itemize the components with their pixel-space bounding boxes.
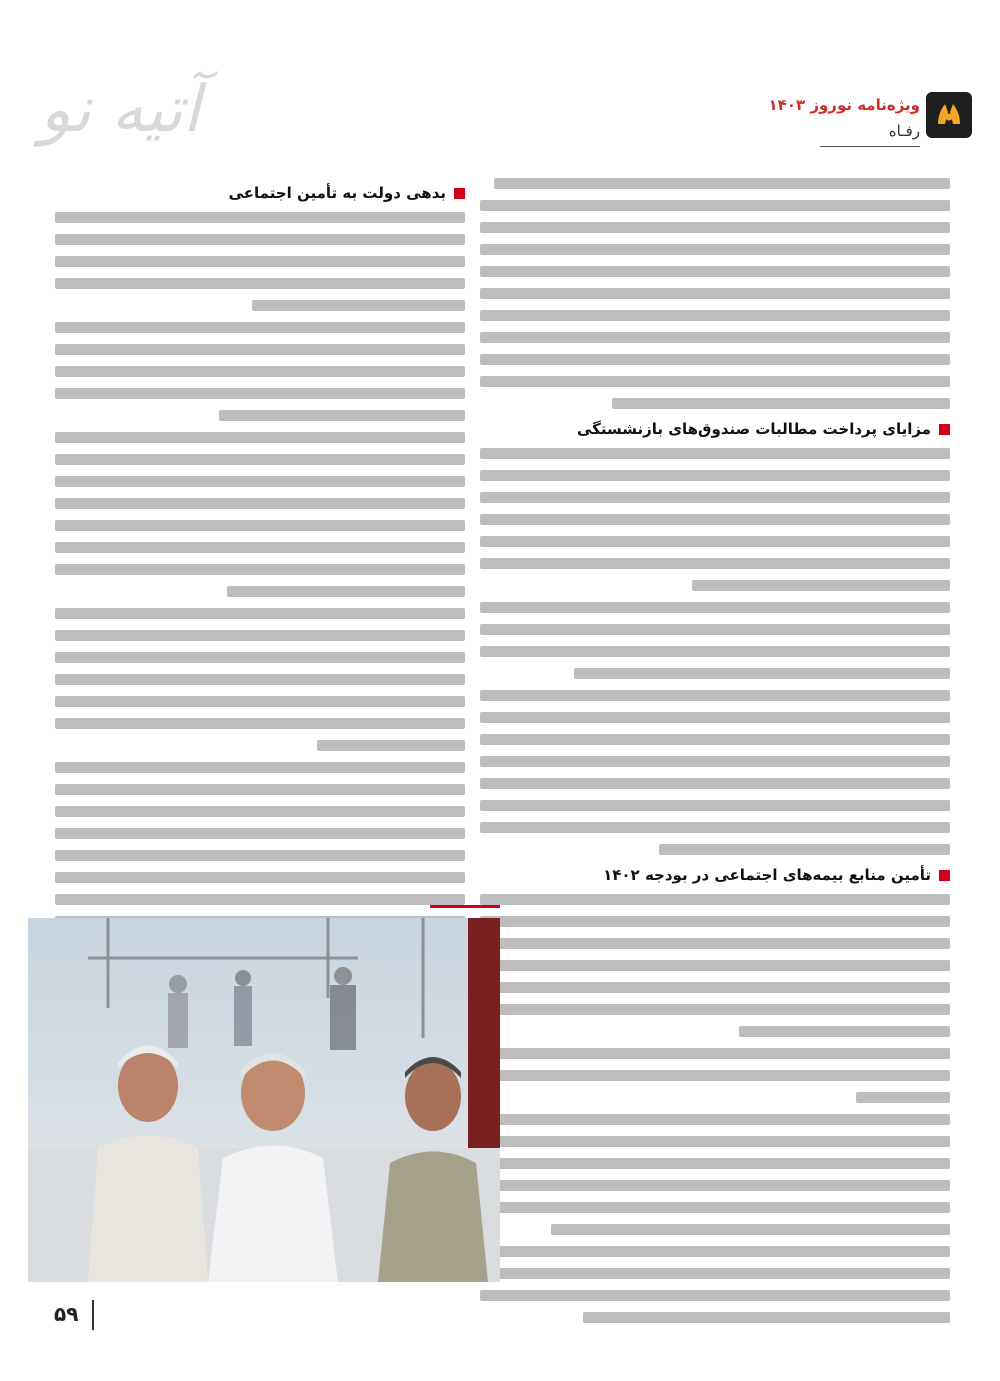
heading-bullet-icon	[939, 424, 950, 435]
text-line-placeholder	[583, 1312, 950, 1323]
text-line-placeholder	[480, 602, 950, 613]
article-column-right	[480, 178, 950, 1334]
text-line-placeholder	[55, 872, 465, 883]
text-line-placeholder	[55, 454, 465, 465]
heading-bullet-icon	[939, 870, 950, 881]
text-line-placeholder	[480, 244, 950, 255]
text-line-placeholder	[480, 916, 950, 927]
text-line-placeholder	[317, 740, 465, 751]
text-line-placeholder	[55, 520, 465, 531]
text-line-placeholder	[856, 1092, 950, 1103]
text-line-placeholder	[480, 470, 950, 481]
section-heading-text: مزایای پرداخت مطالبات صندوق‌های بازنشستگی	[576, 420, 931, 438]
text-line-placeholder	[739, 1026, 951, 1037]
text-line-placeholder	[480, 734, 950, 745]
paragraph	[480, 602, 950, 679]
text-line-placeholder	[55, 234, 465, 245]
text-line-placeholder	[480, 800, 950, 811]
text-line-placeholder	[55, 674, 465, 685]
paragraph	[55, 608, 465, 751]
paragraph	[480, 1246, 950, 1323]
text-line-placeholder	[55, 388, 465, 399]
text-line-placeholder	[252, 300, 465, 311]
text-line-placeholder	[480, 712, 950, 723]
text-line-placeholder	[480, 492, 950, 503]
text-line-placeholder	[219, 410, 465, 421]
text-line-placeholder	[480, 332, 950, 343]
text-line-placeholder	[55, 784, 465, 795]
text-line-placeholder	[480, 778, 950, 789]
text-line-placeholder	[480, 1268, 950, 1279]
text-line-placeholder	[55, 828, 465, 839]
section-heading	[55, 184, 465, 202]
text-line-placeholder	[480, 1246, 950, 1257]
text-line-placeholder	[480, 376, 950, 387]
photo-accent-bar	[430, 905, 500, 908]
text-line-placeholder	[480, 1202, 950, 1213]
text-line-placeholder	[480, 938, 950, 949]
text-line-placeholder	[480, 514, 950, 525]
text-line-placeholder	[55, 806, 465, 817]
text-line-placeholder	[692, 580, 951, 591]
page-number: ۵۹	[54, 1302, 79, 1326]
hands-icon	[932, 98, 966, 132]
text-line-placeholder	[55, 630, 465, 641]
paragraph	[480, 1048, 950, 1103]
text-line-placeholder	[494, 178, 950, 189]
text-line-placeholder	[55, 894, 465, 905]
text-line-placeholder	[480, 266, 950, 277]
text-line-placeholder	[480, 624, 950, 635]
magazine-brand-title: آتیه نو	[40, 73, 201, 147]
text-line-placeholder	[55, 476, 465, 487]
text-line-placeholder	[55, 652, 465, 663]
text-line-placeholder	[55, 212, 465, 223]
text-line-placeholder	[480, 982, 950, 993]
page-header	[0, 0, 1000, 160]
page-number-rule	[92, 1300, 94, 1330]
text-line-placeholder	[55, 256, 465, 267]
elderly-men-photo	[28, 918, 500, 1282]
text-line-placeholder	[480, 222, 950, 233]
text-line-placeholder	[480, 960, 950, 971]
paragraph	[480, 894, 950, 1037]
text-line-placeholder	[227, 586, 465, 597]
text-line-placeholder	[574, 668, 950, 679]
text-line-placeholder	[480, 756, 950, 767]
text-line-placeholder	[480, 646, 950, 657]
text-line-placeholder	[55, 278, 465, 289]
text-line-placeholder	[480, 536, 950, 547]
text-line-placeholder	[480, 448, 950, 459]
paragraph	[55, 322, 465, 421]
paragraph	[55, 212, 465, 311]
paragraph	[480, 1114, 950, 1235]
text-line-placeholder	[55, 344, 465, 355]
text-line-placeholder	[480, 1158, 950, 1169]
section-heading-text: بدهی دولت به تأمین اجتماعی	[228, 184, 446, 202]
text-line-placeholder	[480, 1070, 950, 1081]
paragraph	[480, 448, 950, 591]
text-line-placeholder	[55, 498, 465, 509]
text-line-placeholder	[612, 398, 950, 409]
text-line-placeholder	[55, 366, 465, 377]
section-heading-text: تأمین منابع بیمه‌های اجتماعی در بودجه ۱۴۰۲	[603, 866, 931, 884]
text-line-placeholder	[55, 432, 465, 443]
paragraph	[55, 432, 465, 597]
text-line-placeholder	[480, 690, 950, 701]
section-divider	[820, 146, 920, 147]
text-line-placeholder	[480, 558, 950, 569]
text-line-placeholder	[480, 1048, 950, 1059]
text-line-placeholder	[55, 718, 465, 729]
issue-label: ویژه‌نامه نوروز ۱۴۰۳	[768, 96, 920, 114]
paragraph	[480, 178, 950, 409]
heading-bullet-icon	[454, 188, 465, 199]
section-heading	[480, 866, 950, 884]
text-line-placeholder	[55, 762, 465, 773]
section-heading	[480, 420, 950, 438]
text-line-placeholder	[480, 822, 950, 833]
text-line-placeholder	[55, 542, 465, 553]
text-line-placeholder	[55, 322, 465, 333]
text-line-placeholder	[480, 1180, 950, 1191]
text-line-placeholder	[55, 564, 465, 575]
text-line-placeholder	[480, 894, 950, 905]
text-line-placeholder	[480, 310, 950, 321]
text-line-placeholder	[55, 608, 465, 619]
text-line-placeholder	[480, 354, 950, 365]
text-line-placeholder	[55, 696, 465, 707]
text-line-placeholder	[480, 1114, 950, 1125]
text-line-placeholder	[55, 850, 465, 861]
section-label: رفـاه	[888, 122, 920, 140]
text-line-placeholder	[480, 288, 950, 299]
text-line-placeholder	[480, 1004, 950, 1015]
article-photo	[28, 918, 500, 1282]
text-line-placeholder	[659, 844, 950, 855]
text-line-placeholder	[480, 200, 950, 211]
text-line-placeholder	[551, 1224, 951, 1235]
text-line-placeholder	[480, 1290, 950, 1301]
text-line-placeholder	[480, 1136, 950, 1147]
welfare-logo-icon	[926, 92, 972, 138]
paragraph	[480, 690, 950, 855]
